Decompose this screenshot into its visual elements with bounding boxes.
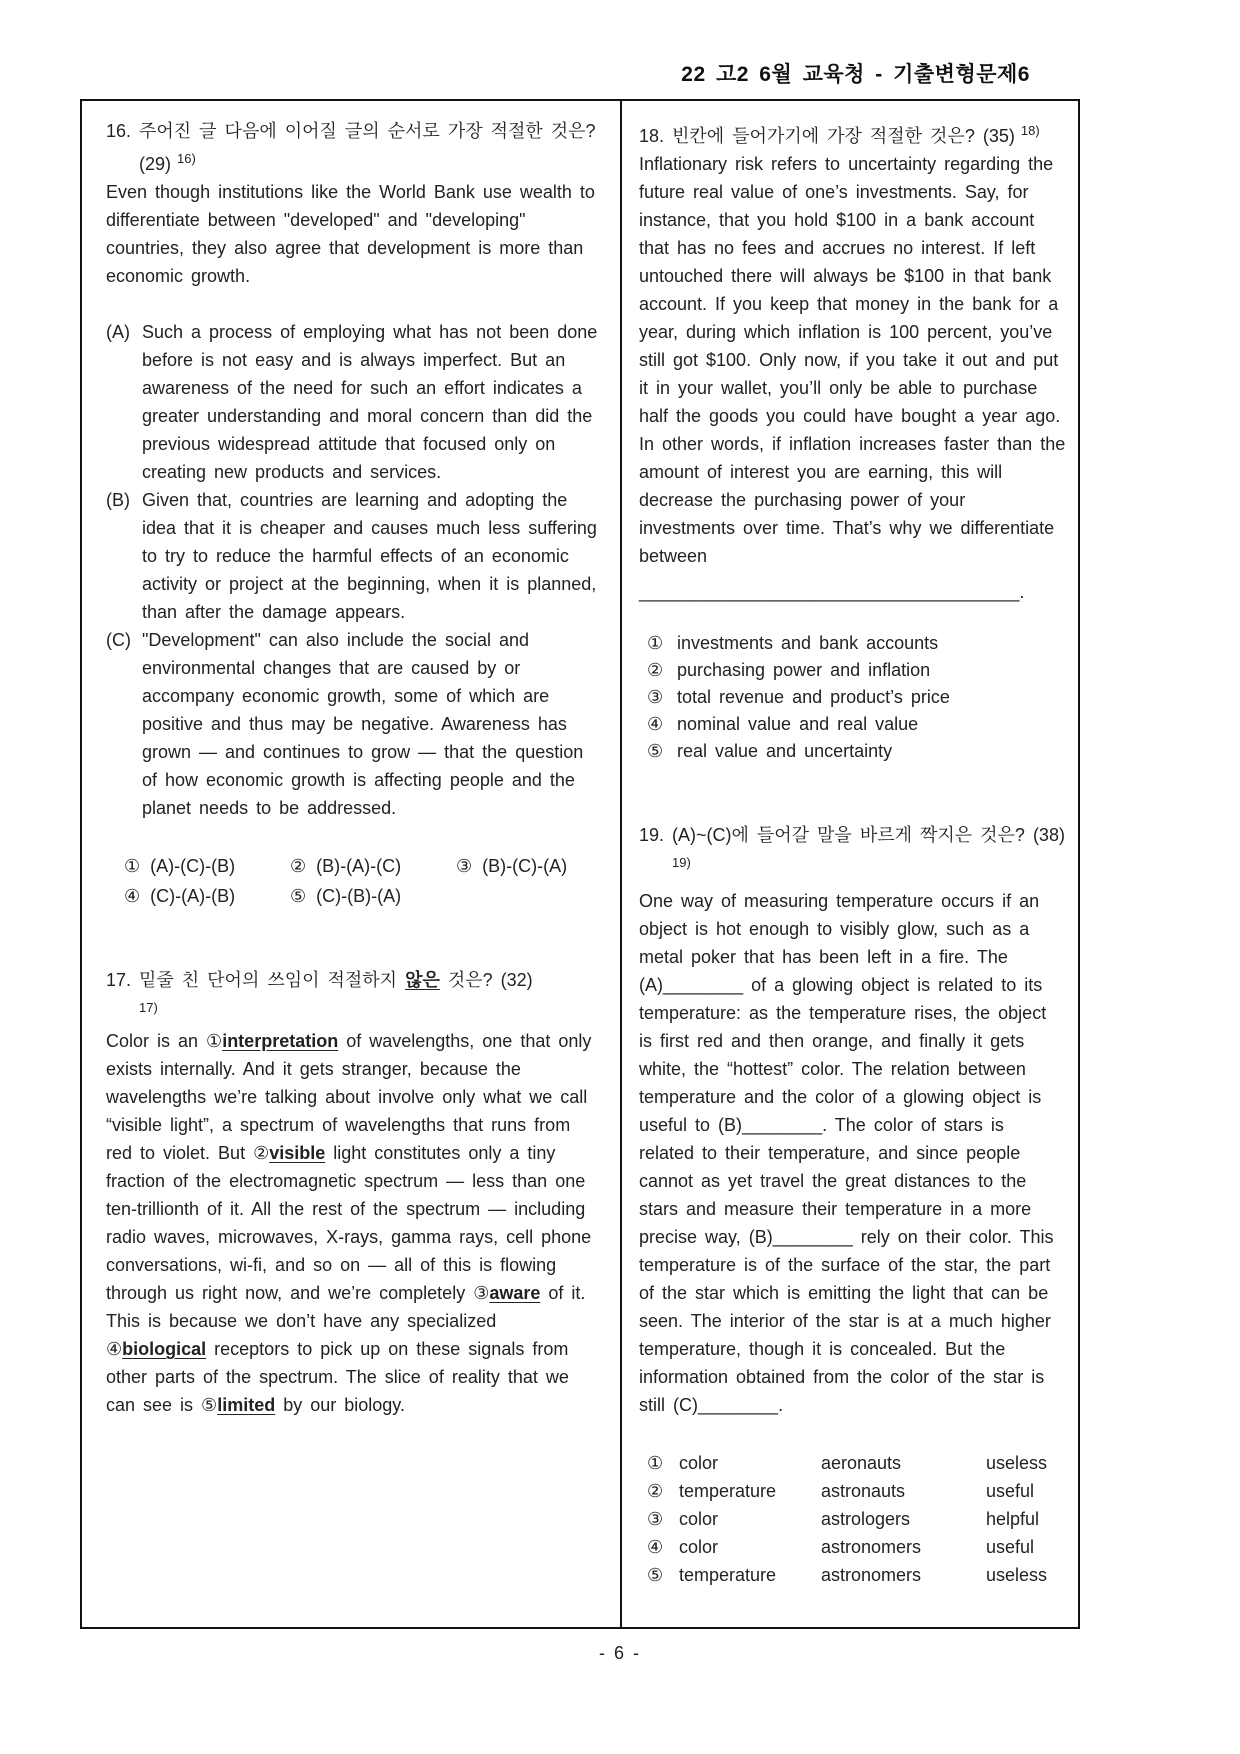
paragraph-A-label: (A) bbox=[106, 322, 130, 342]
page-number: - 6 - bbox=[598, 1643, 641, 1663]
option-marker: ① bbox=[647, 1453, 664, 1473]
paragraph-B-text: Given that, countries are learning and adopting the idea that it is cheaper and causes much less suffering to try to reduce the harmful effects of an economic activity or project at the beginning, when it is planned, than after the damage appears. bbox=[142, 490, 597, 622]
exam-sheet bbox=[80, 99, 1080, 1629]
option-text: real value and uncertainty bbox=[677, 741, 893, 761]
question-19 bbox=[639, 821, 1066, 1589]
underlined-word: limited bbox=[217, 1395, 276, 1415]
question-17-passage bbox=[106, 1027, 602, 1419]
option-marker: ⑤ bbox=[647, 741, 664, 761]
question-16-title bbox=[106, 117, 602, 178]
option-text: total revenue and product’s price bbox=[677, 687, 950, 707]
question-18-passage: Inflationary risk refers to uncertainty regarding the future real value of one’s investments. Say, for instance, that you hold $100 in a bank account that has no fees and accrues no interest. If left untouched there will always be $100 in that bank account. If you keep that money in the bank for a year, during which inflation is 100 percent, you’ve still got $100. Only now, if you take it out and put it in your wallet, you’ll only be able to purchase half the goods you could have bought a year ago. In other words, if inflation increases faster than the amount of interest you are earning, this will decrease the purchasing power of your investments over time. That’s why we differentiate between bbox=[639, 154, 1066, 566]
text-segment: of it. This is because we don’t have any specialized ④ bbox=[106, 1283, 586, 1359]
question-16 bbox=[106, 117, 602, 910]
underlined-word: visible bbox=[269, 1143, 326, 1163]
option-item bbox=[290, 882, 456, 910]
option-text: purchasing power and inflation bbox=[677, 660, 931, 680]
option-col-c: useful bbox=[986, 1481, 1035, 1501]
footnote-marker-19: 19) bbox=[672, 855, 691, 870]
option-marker: ③ bbox=[647, 687, 664, 707]
text-segment: 것은? (32) bbox=[439, 970, 533, 990]
option-text: (C)-(B)-(A) bbox=[316, 886, 402, 906]
document-header: 22 고2 6월 교육청 - 기출변형문제6 bbox=[681, 63, 1030, 86]
question-17-number: 17. bbox=[106, 970, 132, 990]
option-marker: ① bbox=[124, 856, 141, 876]
option-text: (A)-(C)-(B) bbox=[150, 856, 236, 876]
question-19-title bbox=[639, 821, 1066, 882]
option-item bbox=[456, 852, 622, 880]
option-marker: ④ bbox=[124, 886, 141, 906]
option-text: (C)-(A)-(B) bbox=[150, 886, 236, 906]
option-col-c: useless bbox=[986, 1565, 1048, 1585]
question-17 bbox=[106, 966, 602, 1419]
option-col-c: useful bbox=[986, 1537, 1035, 1557]
text-segment: Color is an ① bbox=[106, 1031, 223, 1051]
option-col-a: temperature bbox=[679, 1481, 777, 1501]
option-item bbox=[647, 657, 1066, 684]
answer-blank-line: ______________________________________. bbox=[639, 582, 1025, 602]
paragraph-B bbox=[106, 486, 602, 626]
text-segment: 밑줄 친 단어의 쓰임이 적절하지 bbox=[139, 970, 406, 990]
text-segment: by our biology. bbox=[275, 1395, 405, 1415]
option-marker: ⑤ bbox=[647, 1565, 664, 1585]
option-col-b: aeronauts bbox=[821, 1453, 902, 1473]
option-marker: ④ bbox=[647, 1537, 664, 1557]
option-marker: ③ bbox=[647, 1509, 664, 1529]
underlined-word: interpretation bbox=[222, 1031, 339, 1051]
option-marker: ② bbox=[290, 856, 307, 876]
question-16-number: 16. bbox=[106, 121, 132, 141]
underlined-word: biological bbox=[122, 1339, 207, 1359]
underlined-word: 않은 bbox=[405, 970, 440, 990]
question-16-title-text: 주어진 글 다음에 이어질 글의 순서로 가장 적절한 것은? (29) bbox=[139, 121, 596, 174]
paragraph-C bbox=[106, 626, 602, 822]
option-col-b: astronomers bbox=[821, 1565, 922, 1585]
option-marker: ④ bbox=[647, 714, 664, 734]
paragraph-C-text: "Development" can also include the social and environmental changes that are caused by or accompany economic growth, some of which are positive and thus may be negative. Awareness has grown — and continues to grow — that the question of how economic growth is affecting people and the planet needs to be addressed. bbox=[142, 630, 584, 818]
footnote-marker-17: 17) bbox=[139, 1000, 158, 1015]
paragraph-B-label: (B) bbox=[106, 490, 130, 510]
question-18-title bbox=[639, 117, 1066, 150]
right-column bbox=[622, 101, 1078, 1627]
option-marker: ③ bbox=[456, 856, 473, 876]
option-marker: ① bbox=[647, 633, 664, 653]
question-17-title-text bbox=[139, 970, 533, 990]
option-col-b: astronauts bbox=[821, 1481, 906, 1501]
option-text: (B)-(A)-(C) bbox=[316, 856, 402, 876]
question-19-number: 19. bbox=[639, 825, 665, 845]
underlined-word: aware bbox=[489, 1283, 541, 1303]
left-column bbox=[82, 101, 622, 1627]
option-item bbox=[124, 852, 290, 880]
option-item bbox=[124, 882, 290, 910]
paragraph-C-label: (C) bbox=[106, 630, 131, 650]
option-col-a: color bbox=[679, 1453, 719, 1473]
option-col-b: astrologers bbox=[821, 1509, 911, 1529]
question-19-title-text: (A)~(C)에 들어갈 말을 바르게 짝지은 것은? (38) bbox=[672, 825, 1065, 845]
option-text: nominal value and real value bbox=[677, 714, 919, 734]
option-col-c: helpful bbox=[986, 1509, 1040, 1529]
text-segment: light constitutes only a tiny fraction of the electromagnetic spectrum — less than one ten-trillionth of it. All the rest of the spectrum — including radio waves, microwaves, X-rays, gamma rays, cell phone conversations, wi-fi, and so on — all of this is flowing through us right now, and we’re completely ③ bbox=[106, 1143, 592, 1303]
option-item bbox=[647, 630, 1066, 657]
question-16-paragraphs bbox=[106, 318, 602, 822]
option-col-a: color bbox=[679, 1509, 719, 1529]
option-item bbox=[647, 684, 1066, 711]
footnote-marker-18: 18) bbox=[1020, 123, 1040, 138]
question-18-title-text: 빈칸에 들어가기에 가장 적절한 것은? (35) bbox=[672, 126, 1015, 146]
option-col-a: color bbox=[679, 1537, 719, 1557]
paragraph-A bbox=[106, 318, 602, 486]
question-17-title bbox=[106, 966, 602, 1027]
question-19-passage: One way of measuring temperature occurs if an object is hot enough to visibly glow, such as a metal poker that has been left in a fire. The (A)________ of a glowing object is related to its temperature: as the temperature rises, the object is first red and then orange, and finally it gets white, the “hottest” color. The relation between temperature and the color of a glowing object is useful to (B)________. The color of stars is related to their temperature, and since people cannot as yet travel the great distances to the stars and measure their temperature in a more precise way, (B)________ rely on their color. This temperature is of the surface of the star, the part of the star which is emitting the light that can be seen. The interior of the star is at a much higher temperature, though it is concealed. But the information obtained from the color of the star is still (C)________. bbox=[639, 891, 1054, 1415]
text-segment: receptors to pick up on these signals from other parts of the spectrum. The slice of reality that we can see is ⑤ bbox=[106, 1339, 569, 1415]
paragraph-A-text: Such a process of employing what has not been done before is not easy and is always imperfect. But an awareness of the need for such an effort indicates a greater understanding and moral concern than did the previous widespread attitude that focused only on creating new products and services. bbox=[142, 322, 598, 482]
question-18 bbox=[639, 117, 1066, 765]
option-item bbox=[647, 738, 1066, 765]
question-18-number: 18. bbox=[639, 126, 665, 146]
option-item bbox=[290, 852, 456, 880]
option-marker: ② bbox=[647, 1481, 664, 1501]
option-text: (B)-(C)-(A) bbox=[482, 856, 568, 876]
option-col-c: useless bbox=[986, 1453, 1048, 1473]
question-16-intro: Even though institutions like the World Bank use wealth to differentiate between "developed" and "developing" countries, they also agree that development is more than economic growth. bbox=[106, 182, 595, 286]
question-16-options bbox=[124, 852, 602, 910]
option-marker: ⑤ bbox=[290, 886, 307, 906]
option-text: investments and bank accounts bbox=[677, 633, 939, 653]
option-col-a: temperature bbox=[679, 1565, 777, 1585]
option-item bbox=[647, 711, 1066, 738]
option-col-b: astronomers bbox=[821, 1537, 922, 1557]
option-marker: ② bbox=[647, 660, 664, 680]
text-segment: of wavelengths, one that only exists internally. And it gets stranger, because the wavelengths we’re talking about involve only what we call “visible light”, a spectrum of wavelengths that runs from red to violet. But ② bbox=[106, 1031, 592, 1163]
question-19-options bbox=[647, 1449, 1066, 1589]
question-18-options bbox=[647, 630, 1066, 765]
footnote-marker-16: 16) bbox=[177, 151, 196, 166]
